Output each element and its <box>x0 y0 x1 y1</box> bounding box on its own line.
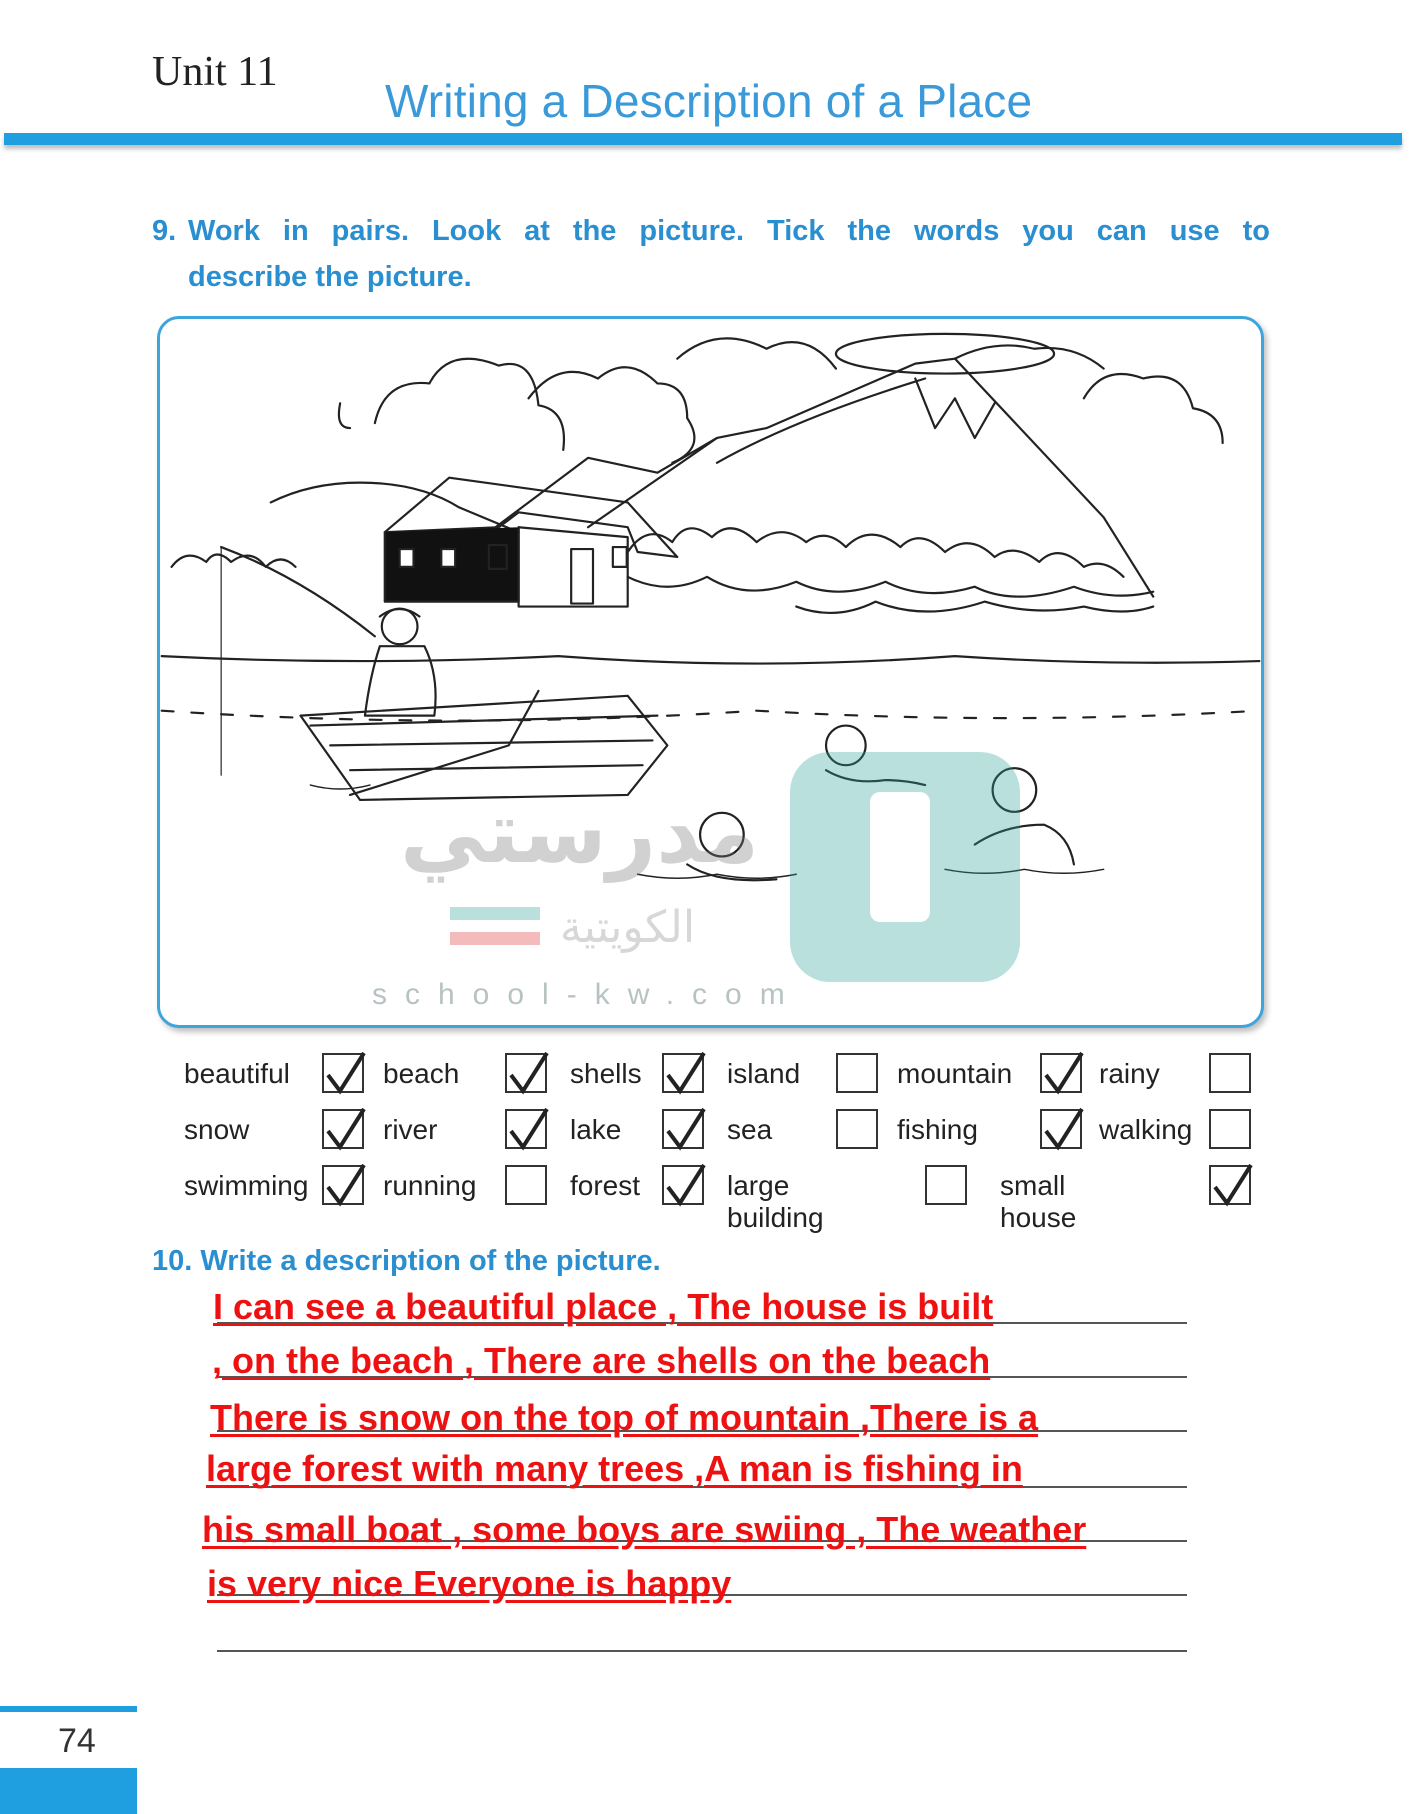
watermark-url: school-kw.com <box>372 978 803 1011</box>
footer-corner-block <box>0 1768 137 1814</box>
page-title: Writing a Description of a Place <box>385 75 1033 127</box>
answer-line-4: large forest with many trees ,A man is fishing in <box>206 1448 1023 1489</box>
answer-line-6: is very nice Everyone is happy <box>207 1563 732 1604</box>
check-icon <box>1040 1049 1088 1099</box>
picture-frame <box>157 316 1264 1028</box>
check-icon <box>505 1049 553 1099</box>
word-beach: beach <box>383 1058 460 1089</box>
watermark-brand: مدرستي <box>400 783 760 883</box>
checkbox-running[interactable] <box>505 1165 547 1205</box>
checkbox-forest[interactable] <box>662 1165 704 1205</box>
page-number: 74 <box>58 1722 96 1760</box>
checkbox-rainy[interactable] <box>1209 1053 1251 1093</box>
checkbox-sea[interactable] <box>836 1109 878 1149</box>
header-rule <box>4 133 1402 145</box>
answer-line-1: I can see a beautiful place , The house is built <box>213 1286 994 1327</box>
word-rainy: rainy <box>1099 1058 1160 1089</box>
check-icon <box>662 1049 710 1099</box>
checkbox-large-building[interactable] <box>925 1165 967 1205</box>
word-small-house: small house <box>1000 1170 1077 1233</box>
checkbox-snow[interactable] <box>322 1109 364 1149</box>
checkbox-island[interactable] <box>836 1053 878 1093</box>
word-walking: walking <box>1099 1114 1193 1145</box>
word-sea: sea <box>727 1114 773 1145</box>
word-large-building: large building <box>727 1170 824 1233</box>
word-beautiful: beautiful <box>184 1058 290 1089</box>
exercise-10-title: 10. Write a description of the picture. <box>152 1245 661 1277</box>
check-icon <box>662 1105 710 1155</box>
footer-rule <box>0 1706 137 1712</box>
word-river: river <box>383 1114 438 1145</box>
checkbox-beautiful[interactable] <box>322 1053 364 1093</box>
answer-line-3: There is snow on the top of mountain ,There is a <box>210 1397 1039 1438</box>
checkbox-fishing[interactable] <box>1040 1109 1082 1149</box>
instruction-line-1: Work in pairs. Look at the picture. Tick the words you can use to <box>188 215 1270 247</box>
exercise-number: 9. <box>152 215 177 247</box>
checkbox-walking[interactable] <box>1209 1109 1251 1149</box>
unit-label: Unit 11 <box>152 49 278 95</box>
check-icon <box>1209 1161 1257 1211</box>
lake-landscape-illustration <box>160 319 1261 1025</box>
check-icon <box>322 1161 370 1211</box>
watermark-sub: الكويتية <box>560 902 696 953</box>
check-icon <box>322 1049 370 1099</box>
word-running: running <box>383 1170 477 1201</box>
word-snow: snow <box>184 1114 250 1145</box>
instruction-line-2: describe the picture. <box>188 261 472 293</box>
answer-line-2: , on the beach , There are shells on the beach <box>212 1340 991 1381</box>
check-icon <box>1040 1105 1088 1155</box>
word-shells: shells <box>570 1058 642 1089</box>
check-icon <box>505 1105 553 1155</box>
check-icon <box>662 1161 710 1211</box>
answer-line-5: his small boat , some boys are swiing , The weather <box>202 1509 1087 1550</box>
word-forest: forest <box>570 1170 641 1201</box>
word-island: island <box>727 1058 801 1089</box>
checkbox-shells[interactable] <box>662 1053 704 1093</box>
checkbox-beach[interactable] <box>505 1053 547 1093</box>
word-lake: lake <box>570 1114 622 1145</box>
checkbox-lake[interactable] <box>662 1109 704 1149</box>
checkbox-small-house[interactable] <box>1209 1165 1251 1205</box>
checkbox-mountain[interactable] <box>1040 1053 1082 1093</box>
writing-line <box>217 1650 1187 1652</box>
check-icon <box>322 1105 370 1155</box>
word-mountain: mountain <box>897 1058 1013 1089</box>
exercise-9-instructions <box>152 208 1270 300</box>
word-swimming: swimming <box>184 1170 309 1201</box>
checkbox-swimming[interactable] <box>322 1165 364 1205</box>
checkbox-river[interactable] <box>505 1109 547 1149</box>
word-fishing: fishing <box>897 1114 978 1145</box>
